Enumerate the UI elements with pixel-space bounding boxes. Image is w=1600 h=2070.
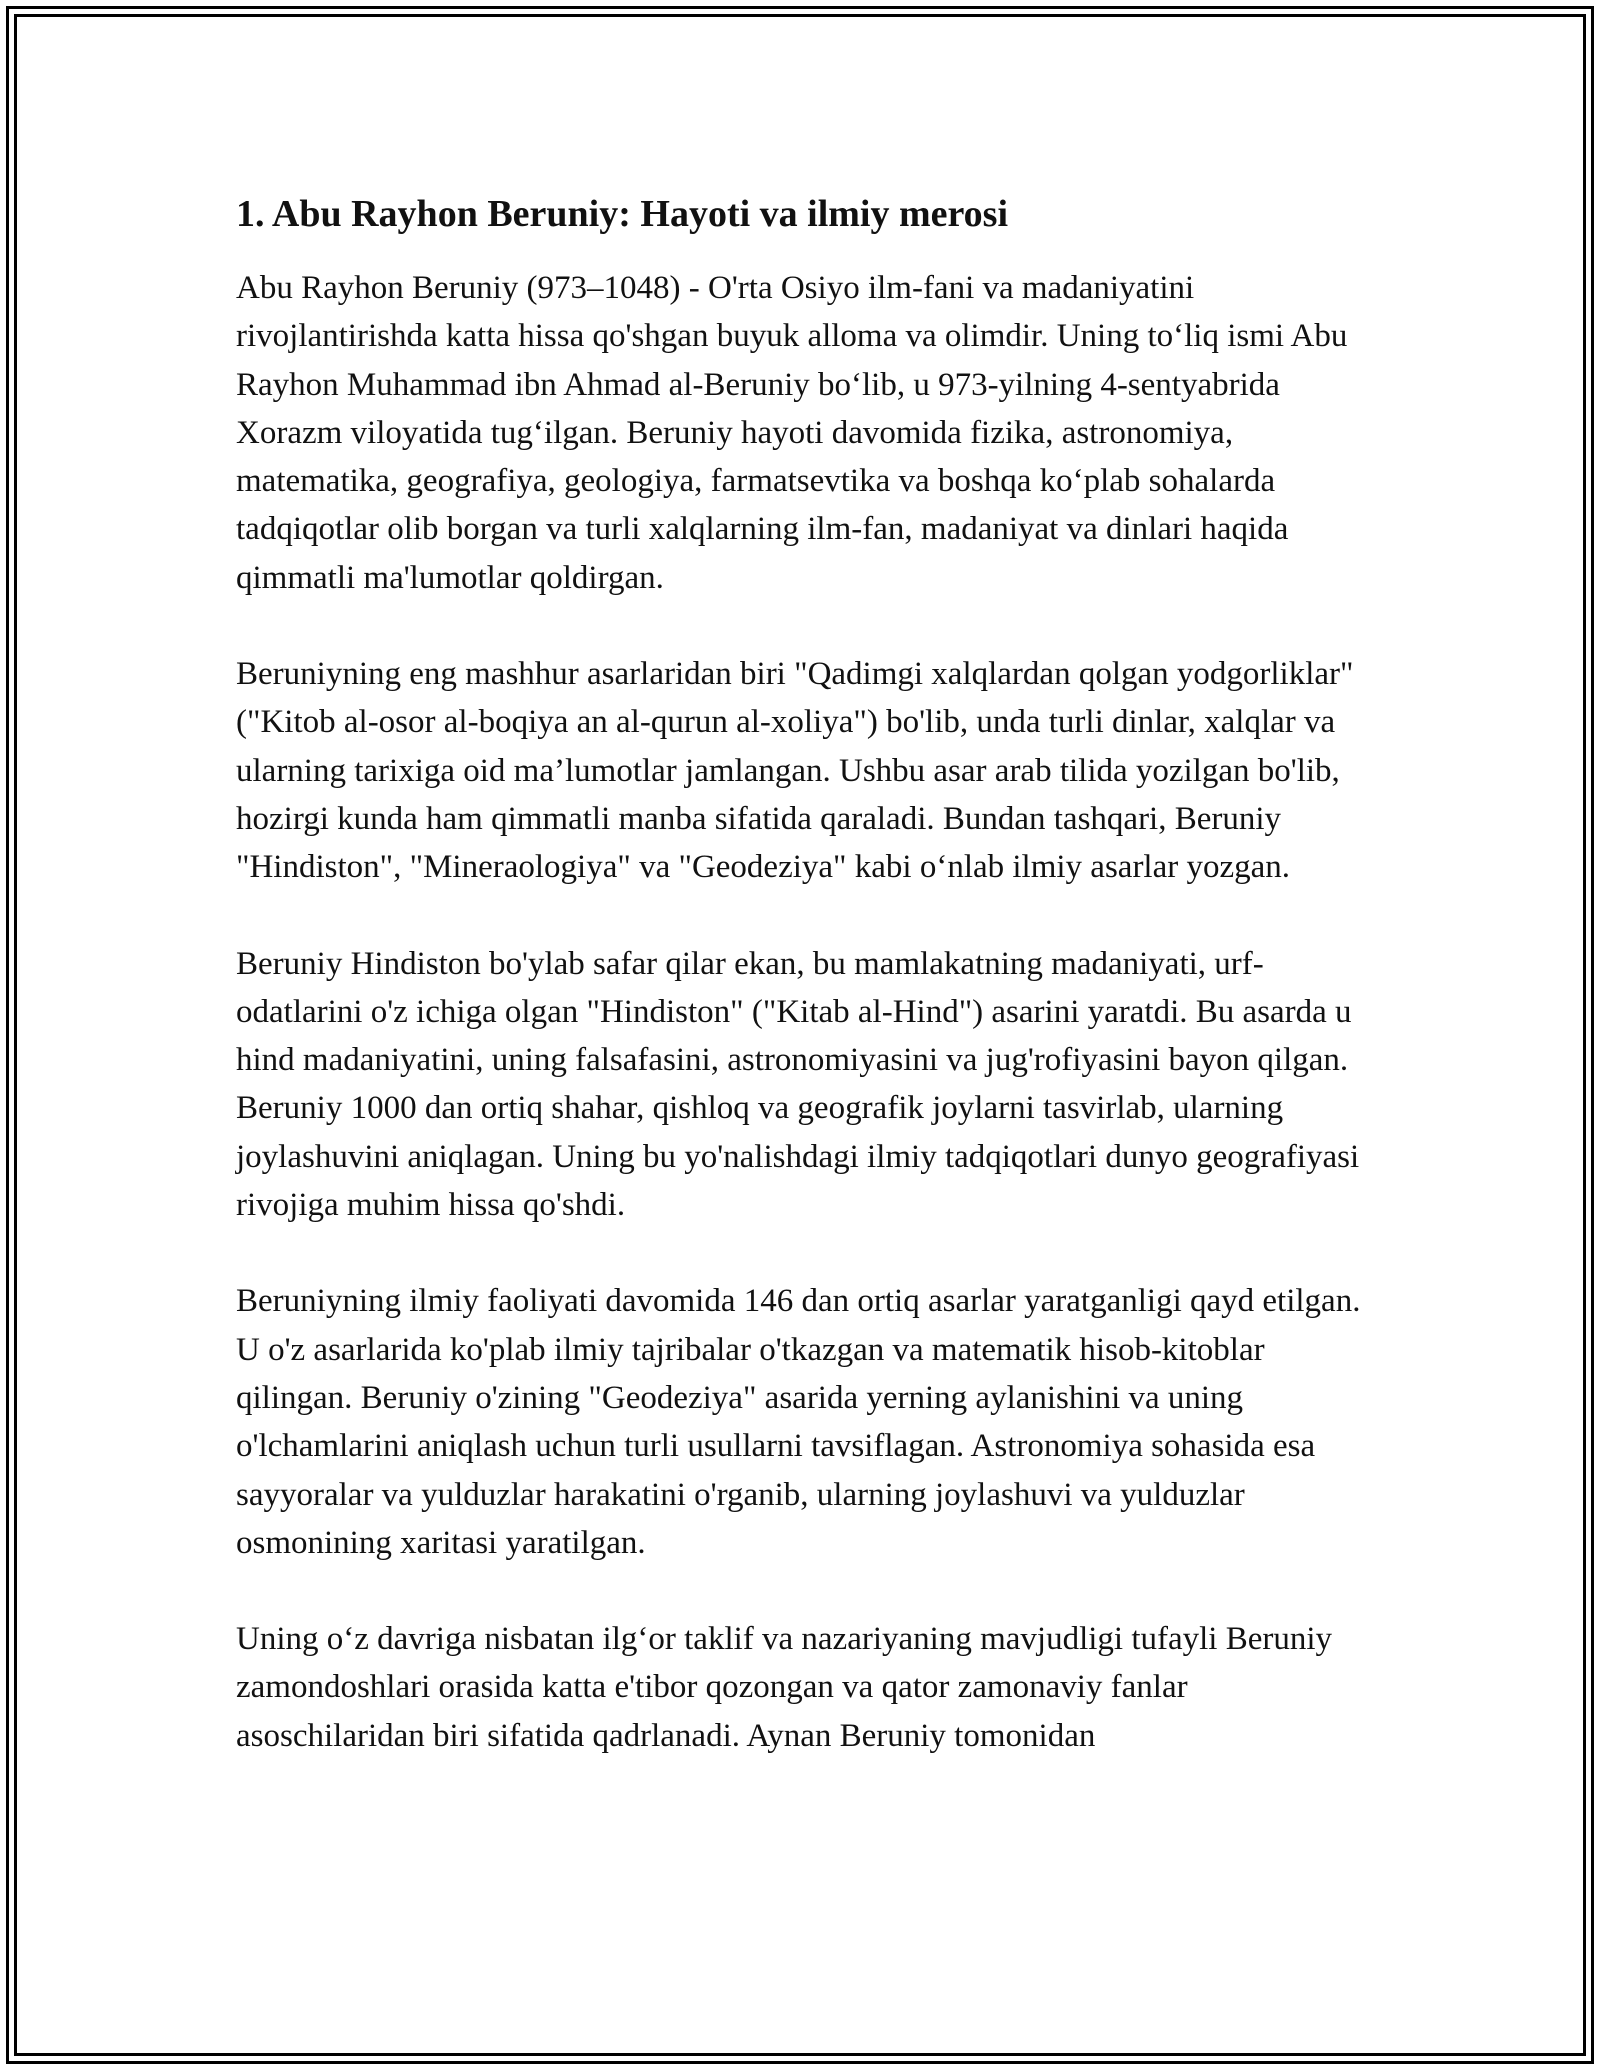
document-body	[236, 190, 1376, 1808]
paragraph-1: Abu Rayhon Beruniy (973–1048) - O'rta Osiyo ilm-fani va madaniyatini rivojlantirishda katta hissa qo'shgan buyuk alloma va olimdir. Uning to‘liq ismi Abu Rayhon Muhammad ibn Ahmad al-Beruniy bo‘lib, u 973-yilning 4-sentyabrida Xorazm viloyatida tug‘ilgan. Beruniy hayoti davomida fizika, astronomiya, matematika, geografiya, geologiya, farmatsevtika va boshqa ko‘plab sohalarda tadqiqotlar olib borgan va turli xalqlarning ilm-fan, madaniyat va dinlari haqida qimmatli ma'lumotlar qoldirgan.	[236, 270, 1348, 596]
paragraph-3: Beruniy Hindiston bo'ylab safar qilar ekan, bu mamlakatning madaniyati, urf-odatlarini o'z ichiga olgan "Hindiston" ("Kitab al-Hind") asarini yaratdi. Bu asarda u hind madaniyatini, uning falsafasini, astronomiyasini va jug'rofiyasini bayon qilgan. Beruniy 1000 dan ortiq shahar, qishloq va geografik joylarni tasvirlab, ularning joylashuvini aniqlagan. Uning bu yo'nalishdagi ilmiy tadqiqotlari dunyo geografiyasi rivojiga muhim hissa qo'shdi.	[236, 945, 1360, 1224]
section-heading: 1. Abu Rayhon Beruniy: Hayoti va ilmiy merosi	[236, 193, 1009, 235]
paragraph-4: Beruniyning ilmiy faoliyati davomida 146 dan ortiq asarlar yaratganligi qayd etilgan. U o'z asarlarida ko'plab ilmiy tajribalar o'tkazgan va matematik hisob-kitoblar qilingan. Beruniy o'zining "Geodeziya" asarida yerning aylanishini va uning o'lchamlarini aniqlash uchun turli usullarni tavsiflagan. Astronomiya sohasida esa sayyoralar va yulduzlar harakatini o'rganib, ularning joylashuvi va yulduzlar osmonining xaritasi yaratilgan.	[236, 1283, 1361, 1561]
paragraph-5: Uning o‘z davriga nisbatan ilg‘or taklif va nazariyaning mavjudligi tufayli Beruniy zamondoshlari orasida katta e'tibor qozongan va qator zamonaviy fanlar asoschilaridan biri sifatida qadrlanadi. Aynan Beruniy tomonidan	[236, 1621, 1333, 1754]
paragraph-2: Beruniyning eng mashhur asarlaridan biri "Qadimgi xalqlardan qolgan yodgorliklar" ("Kitob al-osor al-boqiya an al-qurun al-xoliya") bo'lib, unda turli dinlar, xalqlar va ularning tarixiga oid ma’lumotlar jamlangan. Ushbu asar arab tilida yozilgan bo'lib, hozirgi kunda ham qimmatli manba sifatida qaraladi. Bundan tashqari, Beruniy "Hindiston", "Mineraologiya" va "Geodeziya" kabi o‘nlab ilmiy asarlar yozgan.	[236, 656, 1354, 886]
